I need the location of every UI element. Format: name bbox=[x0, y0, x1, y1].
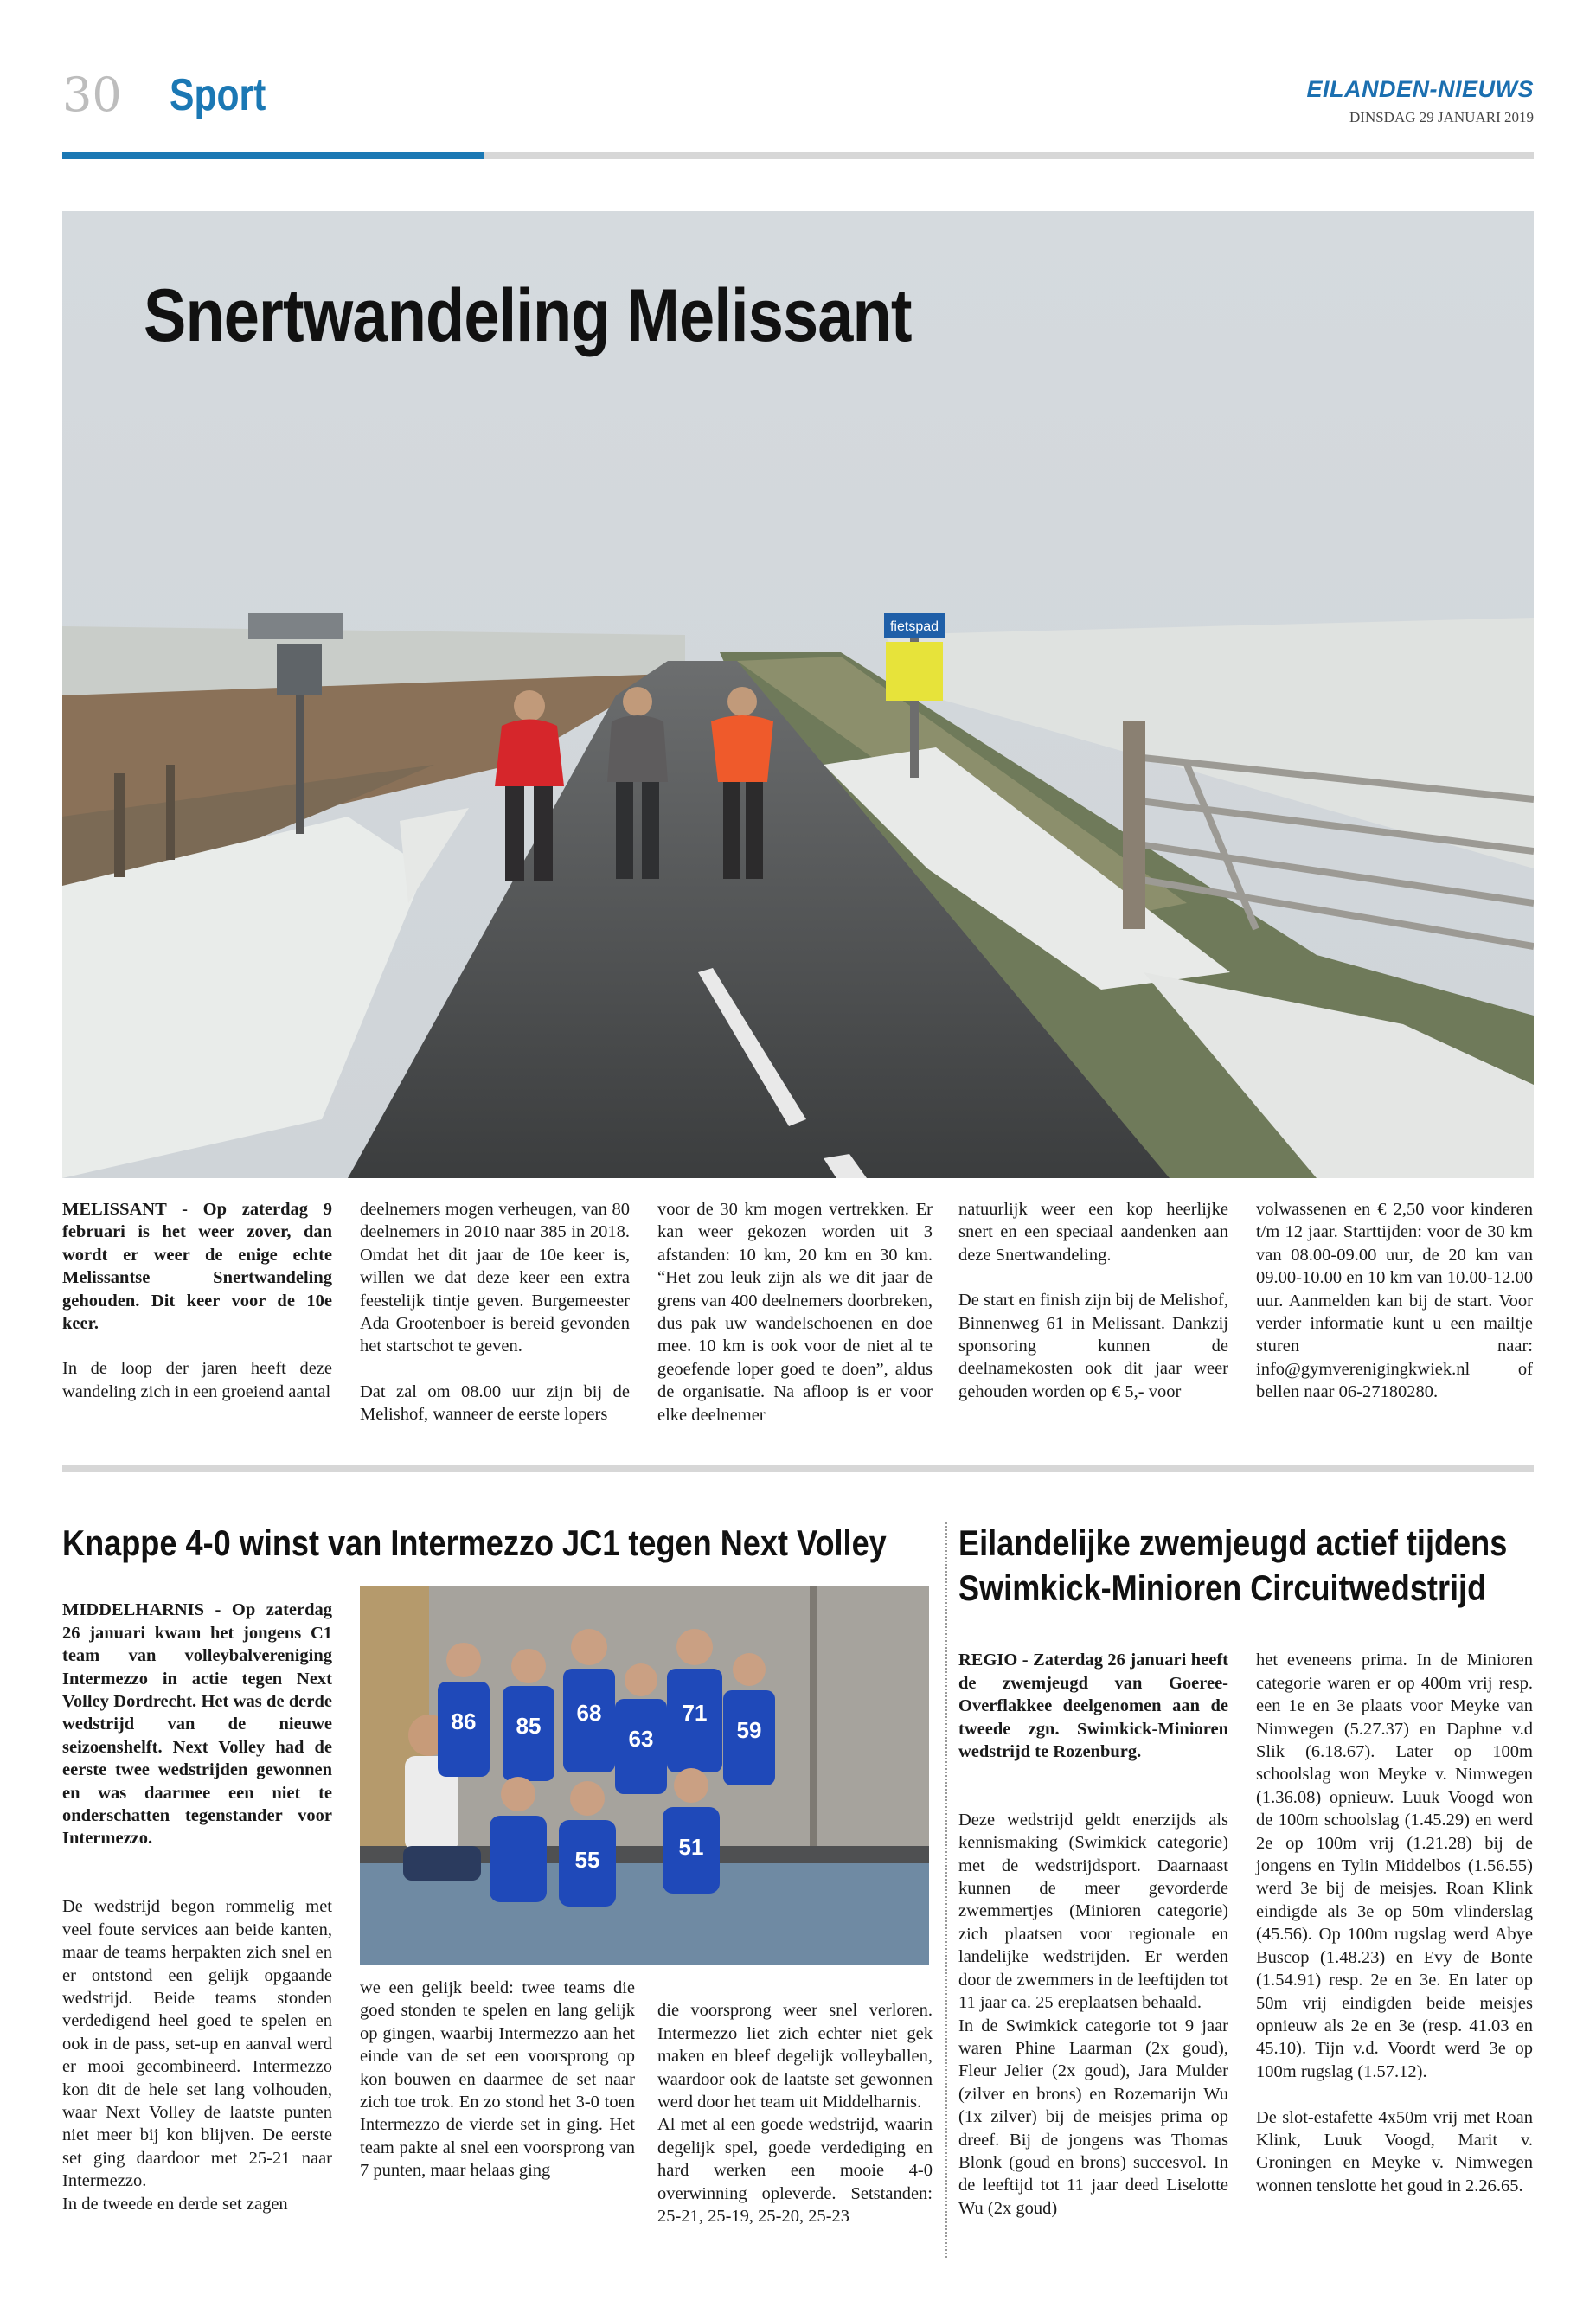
paragraph: die voorsprong weer snel verloren. Intermezzo liet zich echter niet gek maken en bleef degelijk volleyballen, waardoor ook de laatste set gewonnen werd door het team uit Middelharnis. Al met al een goede wedstrijd, waarin degelijk spel, goede verdediging en hard werken een mooie 4-0 overwinning opleverde. Setstanden: 25-21, 25-19, 25-20, 25-23 bbox=[657, 2001, 933, 2227]
jersey-number: 85 bbox=[516, 1713, 542, 1739]
swim-lead: REGIO - Zaterdag 26 januari heeft de zwemjeugd van Goeree-Overflakkee deelgenomen aan de tweede zgn. Swimkick-Minioren wedstrijd te Rozenburg. bbox=[958, 1650, 1228, 1762]
volley-col-2 bbox=[360, 1977, 635, 2205]
column-separator bbox=[945, 1522, 947, 2258]
paragraph: Dat zal om 08.00 uur zijn bij de Melishof, wanneer de eerste lopers bbox=[360, 1381, 630, 1425]
volley-lead: MIDDELHARNIS - Op zaterdag 26 januari kwam het jongens C1 team van volleybalvereniging Intermezzo in actie tegen Next Volley Dordrecht. Het was de derde wedstrijd van de nieuwe seizoenshelft. Next Volley had de eerste twee wedstrijden gewonnen en was daarmee een niet te onderschatten tegenstander voor Intermezzo. bbox=[62, 1600, 332, 1849]
jersey-number: 59 bbox=[736, 1717, 762, 1743]
team-photo bbox=[360, 1586, 929, 1965]
swim-headline-line-1: Eilandelijke zwemjeugd actief tijdens bbox=[958, 1522, 1508, 1563]
swim-col-1 bbox=[958, 1626, 1228, 2266]
swim-col-2 bbox=[1256, 1626, 1533, 2243]
jersey-number: 86 bbox=[451, 1708, 477, 1734]
main-article-col-2 bbox=[360, 1198, 630, 1449]
volley-headline: Knappe 4-0 winst van Intermezzo JC1 tegen Next Volley bbox=[62, 1522, 887, 1563]
section-divider bbox=[62, 1465, 1534, 1472]
main-article-col-3 bbox=[657, 1198, 933, 1449]
paragraph: Deze wedstrijd geldt enerzijds als kennismaking (Swimkick categorie) met de wedstrijdsport. Daarnaast kunnen de meer gevorderde zwemmertjes (Minioren categorie) zich plaatsen voor regionale en landelijke wedstrijden. Er werden door de zwemmers in de leeftijden tot 11 jaar ca. 25 ereplaatsen behaald. In de Swimkick categorie tot 9 jaar waren Phine Laarman (2x goud), Fleur Jelier (2x goud), Jara Mulder (zilver en brons) en Rozemarijn Wu (1x zilver) bij de meisjes prima op dreef. Bij de jongens was Thomas Blonk (goud en brons) succesvol. In de leeftijd tot 11 jaar deed Liselotte Wu (2x goud) bbox=[958, 1810, 1228, 2218]
section-title: Sport bbox=[170, 70, 266, 120]
paragraph: De start en finish zijn bij de Melishof, Binnenweg 61 in Melissant. Dankzij sponsoring kunnen de deelnamekosten ook dit jaar weer gehouden worden op € 5,- voor bbox=[958, 1291, 1228, 1401]
masthead-logo: EILANDEN-NIEUWS bbox=[1306, 76, 1534, 102]
paragraph: volwassenen en € 2,50 voor kinderen t/m 12 jaar. Starttijden: voor de 30 km van 08.00-09.00 uur, de 20 km van 09.00-10.00 en 10 km van 10.00-12.00 uur. Aanmelden kan bij de start. Voor verder informatie kunt u een mailtje sturen naar: info@gymverenigingkwiek.nl of bellen naar 06-27180280. bbox=[1256, 1200, 1533, 1402]
paragraph: natuurlijk weer een kop heerlijke snert en een speciaal aandenken aan deze Snertwandeling. bbox=[958, 1200, 1228, 1265]
header-rule-accent bbox=[62, 152, 484, 159]
paragraph: deelnemers mogen verheugen, van 80 deelnemers in 2010 naar 385 in 2018. Omdat het dit jaar de 10e keer is, willen we dat deze keer een extra feestelijk tintje geven. Burgemeester Ada Grootenboer is bereid gevonden het startschot te geven. bbox=[360, 1200, 630, 1356]
jersey-number: 51 bbox=[678, 1834, 704, 1860]
main-article-lead: MELISSANT - Op zaterdag 9 februari is het weer zover, dan wordt er weer de enige echte Melissantse Snertwandeling gehouden. Dit keer voor de 10e keer. bbox=[62, 1200, 332, 1334]
paragraph: In de loop der jaren heeft deze wandeling zich in een groeiend aantal bbox=[62, 1359, 332, 1401]
jersey-number: 68 bbox=[576, 1700, 602, 1726]
main-headline: Snertwandeling Melissant bbox=[144, 274, 912, 357]
main-article-col-1 bbox=[62, 1198, 332, 1426]
jersey-number: 55 bbox=[574, 1847, 600, 1873]
jersey-number: 71 bbox=[682, 1700, 708, 1726]
main-article-col-4 bbox=[958, 1198, 1228, 1426]
paragraph: we een gelijk beeld: twee teams die goed stonden te spelen en lang gelijk op gingen, waarbij Intermezzo aan het einde van de set een voorsprong op kon bouwen en daarmee de set naar zich toe trok. En zo stond het 3-0 toen Intermezzo de vierde set in ging. Het team pakte al snel een voorsprong van 7 punten, maar helaas ging bbox=[360, 1978, 635, 2181]
main-article-col-5 bbox=[1256, 1198, 1533, 1426]
volley-col-3 bbox=[657, 1977, 933, 2273]
jersey-number: 63 bbox=[628, 1726, 654, 1752]
fietspad-sign-text: fietspad bbox=[889, 619, 939, 634]
paragraph: het eveneens prima. In de Minioren categorie waren er op 400m vrij resp. een 1e en 3e plaats voor Meyke van Nimwegen (5.27.37) en Daphne v.d Slik (6.18.67). Later op 100m schoolslag won Meyke v. Nimwegen (1.36.08) opnieuw. Luuk Voogd won de 100m schoolslag (1.45.29) en werd 2e op 100m vrij (1.21.28) bij de jongens en Tylin Middelbos (1.56.55) werd 3e bij de meisjes. Roan Klink eindigde als 3e op 50m vlinderslag (45.56). Op 100m rugslag werd Abye Buscop (1.48.23) en Evy de Bonte (1.54.91) resp. 2e en 3e. En later op 50m vrij eindigden beide meisjes opnieuw als 2e en 3e (resp. 41.03 en 45.10). Tijn v.d. Voordt werd 3e op 100m rugslag (1.57.12). De slot-estafette 4x50m vrij met Roan Klink, Luuk Voogd, Marit v. Groningen en Meyke v. Nimwegen wonnen tenslotte het goud in 2.26.65. bbox=[1256, 1650, 1533, 2195]
swim-headline-line-2: Swimkick-Minioren Circuitwedstrijd bbox=[958, 1567, 1487, 1608]
paragraph: voor de 30 km mogen vertrekken. Er kan weer gekozen worden uit 3 afstanden: 10 km, 20 km en 30 km. “Het zou leuk zijn als we dit jaar de grens van 400 deelnemers doorbreken, dus pak uw wandelschoenen en doe mee. 10 km is ook voor de niet al te geoefende loper goed te doen”, aldus de organisatie. Na afloop is er voor elke deelnemer bbox=[657, 1200, 933, 1425]
volley-col-1 bbox=[62, 1576, 332, 2260]
page-number: 30 bbox=[62, 67, 122, 122]
paragraph: De wedstrijd begon rommelig met veel foute services aan beide kanten, maar de teams herpakten zich snel en er ontstond een gelijk opgaande wedstrijd. Beide teams stonden verdedigend heel goed te spelen en ook in de pass, set-up en aanval werd er mooi gecombineerd. Intermezzo kon dit de hele set lang volhouden, waar Next Volley de laatste punten niet meer bij kon blijven. De eerste set ging daardoor met 25-21 naar Intermezzo. In de tweede en derde set zagen bbox=[62, 1897, 332, 2214]
issue-date: DINSDAG 29 JANUARI 2019 bbox=[1349, 109, 1534, 125]
